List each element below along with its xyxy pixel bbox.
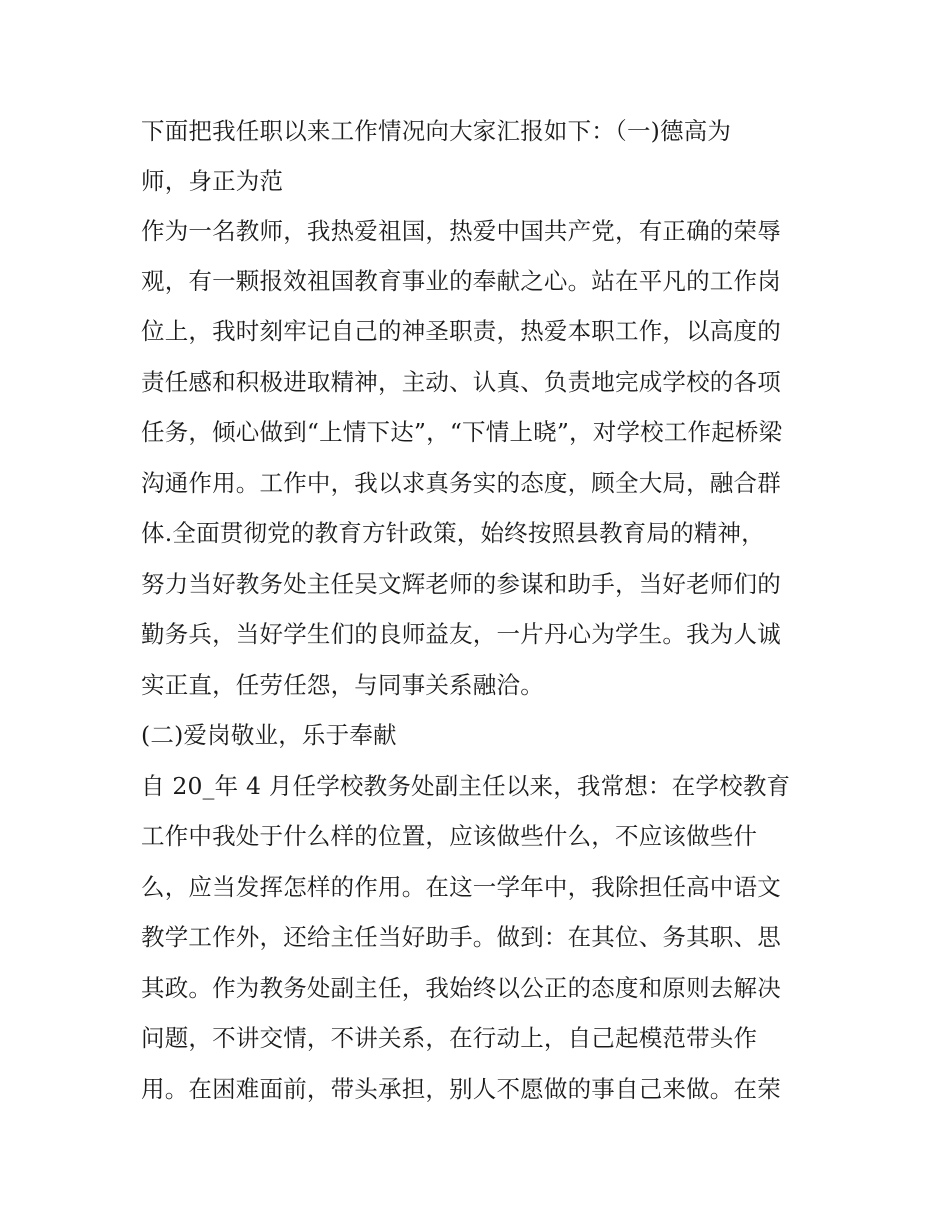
text-line: 努力当好教务处主任吴文辉老师的参谋和助手，当好老师们的 (141, 570, 781, 598)
text-line: 自 20_年 4 月任学校教务处副主任以来，我常想：在学校教育 (141, 772, 791, 800)
text-line: 用。在困难面前，带头承担，别人不愿做的事自己来做。在荣 (141, 1075, 781, 1103)
text-line: 体.全面贯彻党的教育方针政策，始终按照县教育局的精神， (141, 519, 765, 547)
text-line: 师，身正为范 (141, 167, 284, 195)
text-line: 工作中我处于什么样的位置，应该做些什么，不应该做些什 (141, 822, 758, 850)
text-line: 作为一名教师，我热爱祖国，热爱中国共产党，有正确的荣辱 (141, 217, 781, 245)
text-line: 其政。作为教务处副主任，我始终以公正的态度和原则去解决 (141, 974, 781, 1002)
text-line: 责任感和积极进取精神，主动、认真、负责地完成学校的各项 (141, 368, 781, 396)
text-line: 实正直，任劳任怨，与同事关系融洽。 (141, 671, 544, 699)
text-line: 下面把我任职以来工作情况向大家汇报如下：（一)德高为 (141, 117, 732, 145)
text-line: 位上，我时刻牢记自己的神圣职责，热爱本职工作，以高度的 (141, 317, 781, 345)
section-heading: (二)爱岗敬业，乐于奉献 (141, 721, 397, 749)
text-line: 教学工作外，还给主任当好助手。做到：在其位、务其职、思 (141, 923, 781, 951)
text-line: 任务，倾心做到“上情下达”，“下情上晓”，对学校工作起桥梁 (141, 418, 783, 446)
text-line: 沟通作用。工作中，我以求真务实的态度，顾全大局，融合群 (141, 469, 781, 497)
text-line: 问题，不讲交情，不讲关系，在行动上，自己起模范带头作 (141, 1024, 758, 1052)
text-line: 么，应当发挥怎样的作用。在这一学年中，我除担任高中语文 (141, 873, 781, 901)
text-line: 勤务兵，当好学生们的良师益友，一片丹心为学生。我为人诚 (141, 620, 781, 648)
text-line: 观，有一颗报效祖国教育事业的奉献之心。站在平凡的工作岗 (141, 267, 781, 295)
